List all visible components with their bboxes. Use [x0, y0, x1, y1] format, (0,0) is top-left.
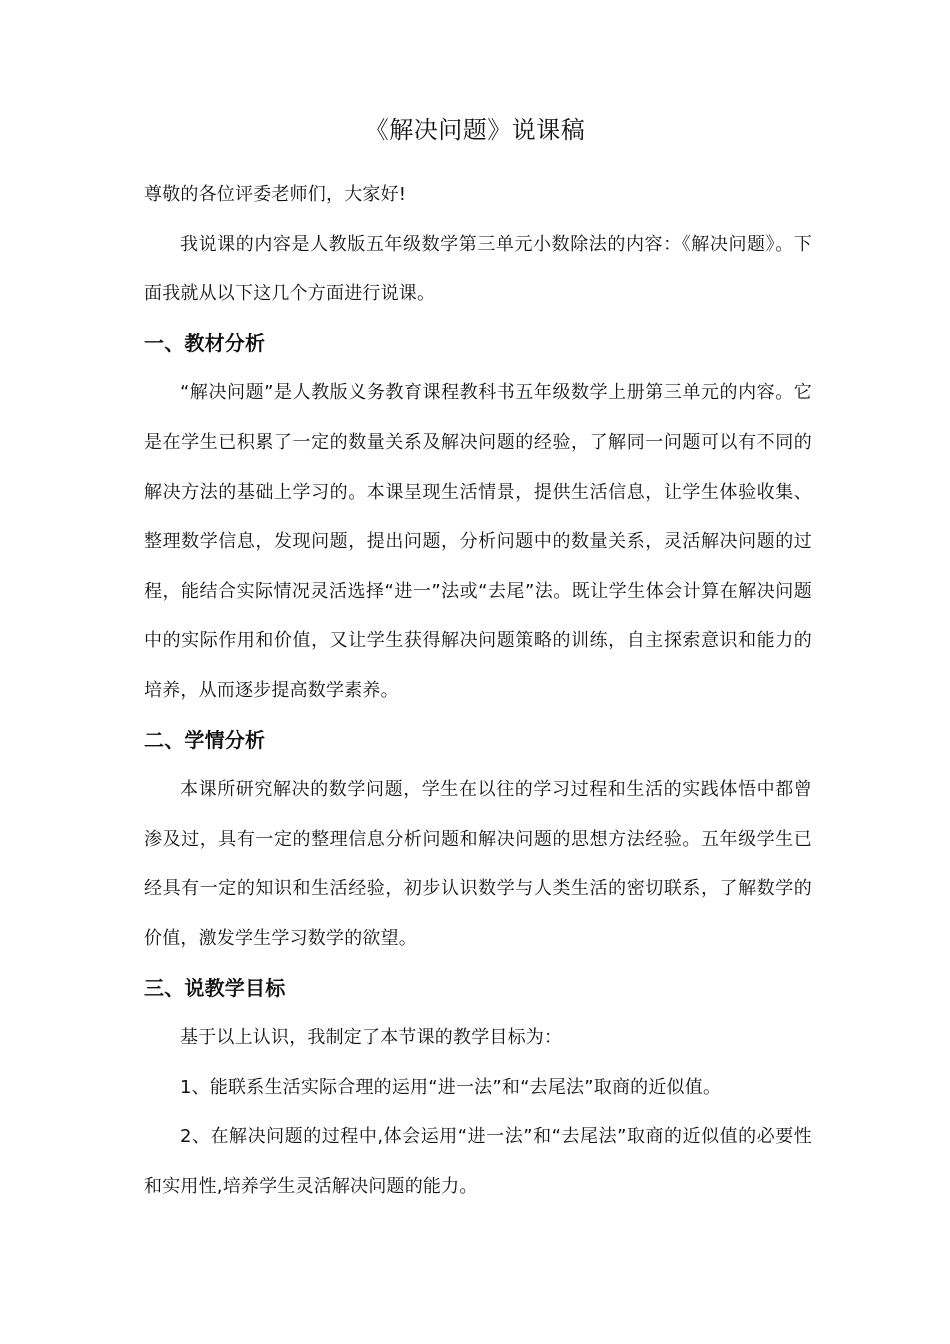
goal-item: 2、在解决问题的过程中,体会运用“进一法”和“去尾法”取商的近似值的必要性和实用性,培养学生灵活解决问题的能力。 — [144, 1126, 812, 1197]
section-paragraph: 本课所研究解决的数学问题，学生在以往的学习过程和生活的实践体悟中都曾渗及过，具有一定的整理信息分析问题和解决问题的思想方法经验。五年级学生已经具有一定的知识和生活经验，初步认识数学与人类生活的密切联系，了解数学的价值，激发学生学习数学的欲望。 — [144, 779, 812, 949]
document-title: 《解决问题》说课稿 — [364, 116, 586, 144]
section-paragraph: “解决问题”是人教版义务教育课程教科书五年级数学上册第三单元的内容。它是在学生已积累了一定的数量关系及解决问题的经验，了解同一问题可以有不同的解决方法的基础上学习的。本课呈现生活情景，提供生活信息，让学生体验收集、整理数学信息，发现问题，提出问题，分析问题中的数量关系，灵活解决问题的过程，能结合实际情况灵活选择“进一”法或“去尾”法。既让学生体会计算在解决问题中的实际作用和价值，又让学生获得解决问题策略的训练，自主探索意识和能力的培养，从而逐步提高数学素养。 — [144, 382, 812, 701]
section-heading-textbook-analysis: 一、教材分析 — [144, 330, 266, 355]
section-heading-teaching-goals: 三、说教学目标 — [144, 975, 286, 1000]
document-body — [144, 170, 812, 1211]
goal-item: 1、能联系生活实际合理的运用“进一法”和“去尾法”取商的近似值。 — [180, 1076, 722, 1098]
intro-paragraph: 我说课的内容是人教版五年级数学第三单元小数除法的内容：《解决问题》。下面我就从以下这几个方面进行说课。 — [144, 233, 812, 305]
section-paragraph: 基于以上认识，我制定了本节课的教学目标为： — [180, 1027, 563, 1049]
section-heading-student-analysis: 二、学情分析 — [144, 727, 266, 752]
greeting-paragraph: 尊敬的各位评委老师们，大家好! — [144, 184, 407, 205]
